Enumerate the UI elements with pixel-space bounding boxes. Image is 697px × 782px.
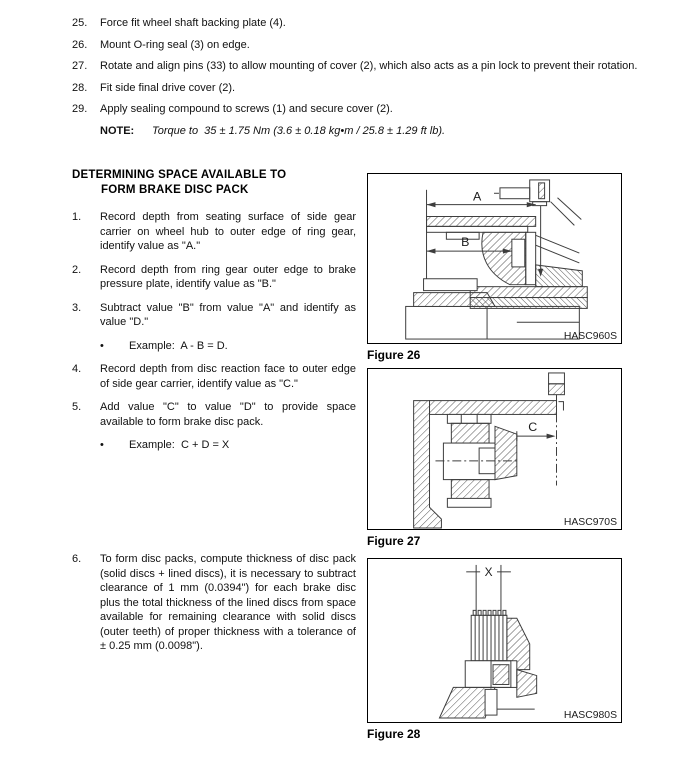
- figure-28-caption: Figure 28: [367, 727, 421, 741]
- figure-26-code: HASC960S: [563, 331, 618, 343]
- bullet-marker: •: [100, 439, 104, 451]
- figure-26: [367, 173, 622, 362]
- figure-26-box: [367, 173, 622, 344]
- figure-27-code: HASC970S: [563, 517, 618, 529]
- step-item-3: [72, 301, 356, 330]
- note-text: Torque to 35 ± 1.75 Nm (3.6 ± 0.18 kg•m / 25.8 ± 1.29 ft lb).: [152, 124, 446, 137]
- note-label: NOTE:: [100, 124, 135, 137]
- disc-pack-drawing: [471, 610, 507, 660]
- dimension-arrows: [547, 434, 556, 439]
- example-text: Example: C + D = X: [129, 439, 230, 451]
- step-item-28: [72, 81, 658, 96]
- cross-section-lines: [414, 373, 565, 528]
- section-determining-space: [72, 168, 356, 462]
- figure-27-caption: Figure 27: [367, 534, 421, 548]
- step-text: To form disc packs, compute thickness of disc pack (solid discs + lined discs), it is necessary to subtract clearance of 1 mm (0.0394") for each brake disc plus the total thickness of the lined discs from space available for remaining clearance with solid discs (outer teeth) of proper thickness with a tolerance of ± 0.25 mm (0.0098").: [100, 553, 356, 652]
- step-text: Fit side final drive cover (2).: [100, 81, 236, 94]
- step-number: 3.: [72, 301, 82, 314]
- example-text: Example: A - B = D.: [129, 339, 228, 352]
- figure-27-drawing: [368, 369, 621, 529]
- step-number: 5.: [72, 401, 82, 413]
- figure-26-caption: Figure 26: [367, 348, 421, 362]
- step-text: Mount O-ring seal (3) on edge.: [100, 38, 250, 51]
- step-text: Rotate and align pins (33) to allow mounting of cover (2), which also acts as a pin lock to prevent their rotation.: [100, 60, 638, 72]
- step-number: 1.: [72, 211, 82, 223]
- step-item-27: [72, 59, 658, 74]
- step-number: 29.: [72, 103, 88, 115]
- example-bullet-a-b-d: [72, 339, 356, 354]
- step-item-26: [72, 38, 658, 53]
- bolt-drawing: [494, 180, 550, 206]
- step-text: Subtract value "B" from value "A" and identify as value "D.": [100, 301, 356, 328]
- step-item-6: [72, 552, 356, 654]
- step-item-4: [72, 362, 356, 391]
- section-heading: [72, 168, 356, 198]
- step-number: 4.: [72, 363, 82, 375]
- step-item-6-block: [72, 552, 356, 661]
- step-item-29: [72, 102, 658, 117]
- figure-28-box: [367, 558, 622, 723]
- example-bullet-c-d-x: [72, 438, 356, 453]
- section-heading-line2: FORM BRAKE DISC PACK: [101, 184, 249, 196]
- step-number: 2.: [72, 263, 82, 276]
- dimension-label-a: A: [473, 189, 482, 204]
- step-item-25: [72, 16, 658, 31]
- step-text: Add value "C" to value "D" to provide space available to form brake disc pack.: [100, 401, 356, 428]
- figure-28-code: HASC980S: [563, 710, 618, 722]
- step-number: 25.: [72, 17, 88, 29]
- step-item-5: [72, 400, 356, 429]
- step-number: 27.: [72, 60, 88, 72]
- assembly-steps-list: [72, 16, 658, 145]
- figure-27-box: [367, 368, 622, 530]
- step-text: Record depth from seating surface of side gear carrier on wheel hub to outer edge of ring gear, identify value as "A.": [100, 211, 356, 252]
- step-text: Force fit wheel shaft backing plate (4).: [100, 17, 286, 29]
- figure-26-drawing: [368, 174, 621, 343]
- dimension-label-x: X: [484, 564, 493, 579]
- step-text: Record depth from disc reaction face to outer edge of side gear carrier, identify value as "C.": [100, 363, 356, 390]
- note-row: [72, 124, 658, 139]
- section-heading-line1: DETERMINING SPACE AVAILABLE TO: [72, 169, 287, 181]
- step-item-1: [72, 210, 356, 254]
- figure-28: [367, 558, 622, 741]
- step-text: Record depth from ring gear outer edge to brake pressure plate, identify value as "B.": [100, 263, 356, 290]
- step-number: 6.: [72, 553, 82, 565]
- step-item-2: [72, 263, 356, 292]
- figure-27: [367, 368, 622, 548]
- cross-section-lines: [439, 565, 536, 718]
- dimension-label-b: B: [461, 235, 470, 250]
- figure-28-drawing: [368, 559, 621, 722]
- step-number: 28.: [72, 81, 88, 94]
- dimension-label-c: C: [528, 420, 538, 435]
- bullet-marker: •: [100, 339, 104, 352]
- note-indent: [72, 124, 100, 139]
- step-text: Apply sealing compound to screws (1) and secure cover (2).: [100, 103, 393, 115]
- step-number: 26.: [72, 38, 88, 51]
